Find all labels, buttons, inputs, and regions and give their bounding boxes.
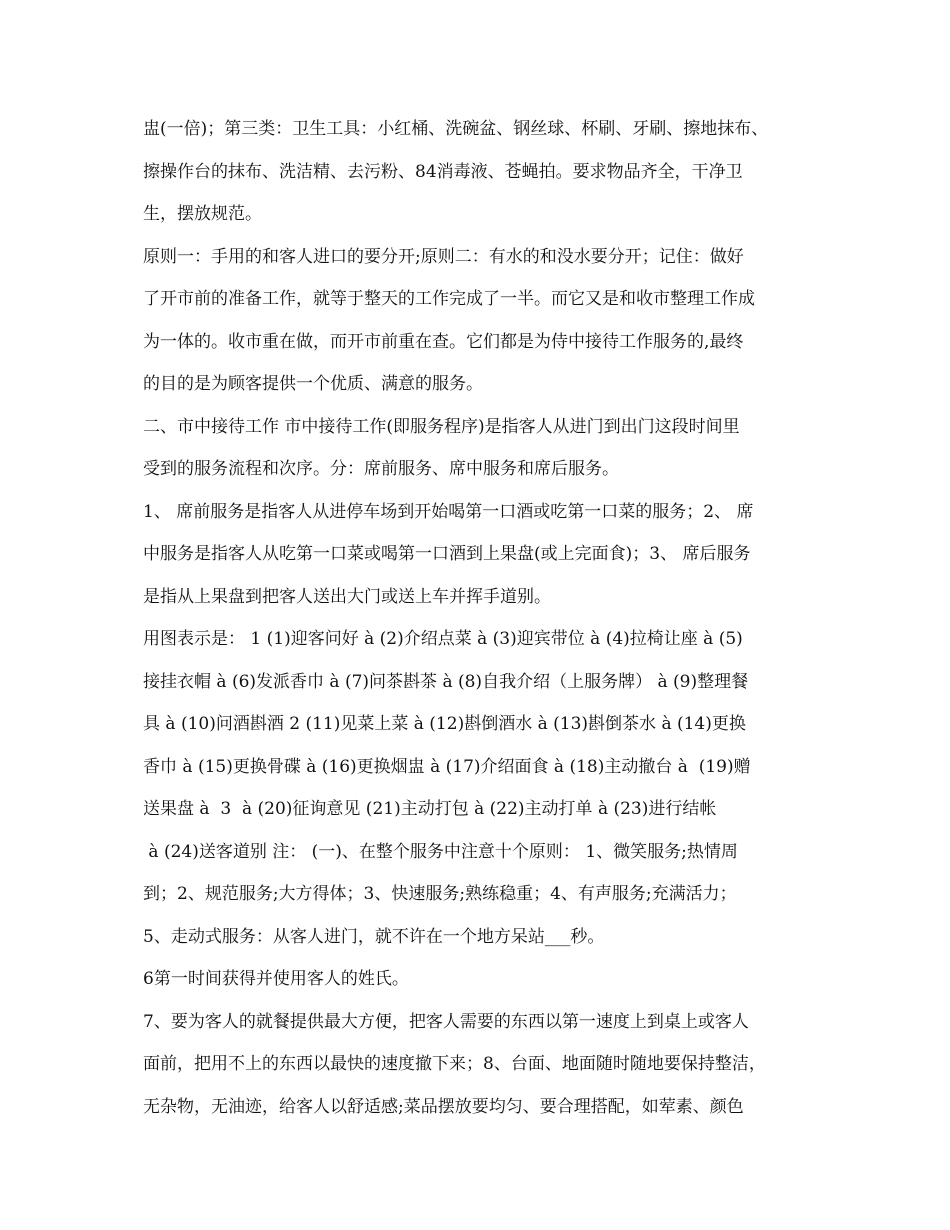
text-line: 具 à (10)问酒斟酒 2 (11)见菜上菜 à (12)斟倒酒水 à (13)斟倒茶水 à (14)更换 [143,714,746,734]
text-line: 无杂物，无油迹，给客人以舒适感;菜品摆放要均匀、要合理搭配，如荤素、颜色 [143,1096,744,1117]
text-line: 为一体的。收市重在做，而开市前重在查。它们都是为侍中接待工作服务的,最终 [143,331,744,352]
text-line: 了开市前的准备工作，就等于整天的工作完成了一半。而它又是和收市整理工作成 [143,289,755,309]
text-line: 原则一：手用的和客人进口的要分开;原则二：有水的和没水要分开；记住：做好 [143,246,744,267]
text-line: 盅(一倍)；第三类：卫生工具：小红桶、洗碗盆、钢丝球、杯刷、牙刷、擦地抹布、 [143,119,769,139]
text-line: 6第一时间获得并使用客人的姓氏。 [143,969,409,989]
text-line: 送果盘 à 3 à (20)征询意见 (21)主动打包 à (22)主动打单 à (23)进行结帐 [143,799,717,819]
text-line: 是指从上果盘到把客人送出大门或送上车并挥手道别。 [143,586,551,607]
text-line: 二、市中接待工作 市中接待工作(即服务程序)是指客人从进门到出门这段时间里 [143,416,740,437]
text-line: 受到的服务流程和次序。分：席前服务、席中服务和席后服务。 [143,459,619,479]
text-line: 生，摆放规范。 [143,204,262,224]
text-line: 1、 席前服务是指客人从进停车场到开始喝第一口酒或吃第一口菜的服务；2、 席 [143,501,754,522]
text-line: 中服务是指客人从吃第一口菜或喝第一口酒到上果盘(或上完面食)；3、 席后服务 [143,544,751,564]
text-line: 到；2、规范服务;大方得体；3、快速服务;熟练稳重；4、有声服务;充满活力； [143,884,737,904]
text-line: à (24)送客道别 注： (一)、在整个服务中注意十个原则： 1、微笑服务;热情周 [143,841,738,862]
text-line: 面前，把用不上的东西以最快的速度撤下来；8、台面、地面随时随地要保持整洁， [143,1054,766,1074]
text-line: 接挂衣帽 à (6)发派香巾 à (7)问茶斟茶 à (8)自我介绍（上服务牌） à (9)整理餐 [143,671,749,692]
text-line: 擦操作台的抹布、洗洁精、去污粉、84消毒液、苍蝇拍。要求物品齐全，干净卫 [143,161,743,182]
text-line: 香巾 à (15)更换骨碟 à (16)更换烟盅 à (17)介绍面食 à (18)主动撤台 à (19)赠 [143,756,751,777]
text-line: 用图表示是： 1 (1)迎客问好 à (2)介绍点菜 à (3)迎宾带位 à (4)拉椅让座 à (5) [143,629,743,649]
text-line: 的目的是为顾客提供一个优质、满意的服务。 [143,374,483,394]
text-line: 7、要为客人的就餐提供最大方便，把客人需要的东西以第一速度上到桌上或客人 [143,1011,749,1032]
document-body [143,108,933,1128]
text-line: 5、走动式服务：从客人进门，就不许在一个地方呆站___秒。 [143,926,605,947]
